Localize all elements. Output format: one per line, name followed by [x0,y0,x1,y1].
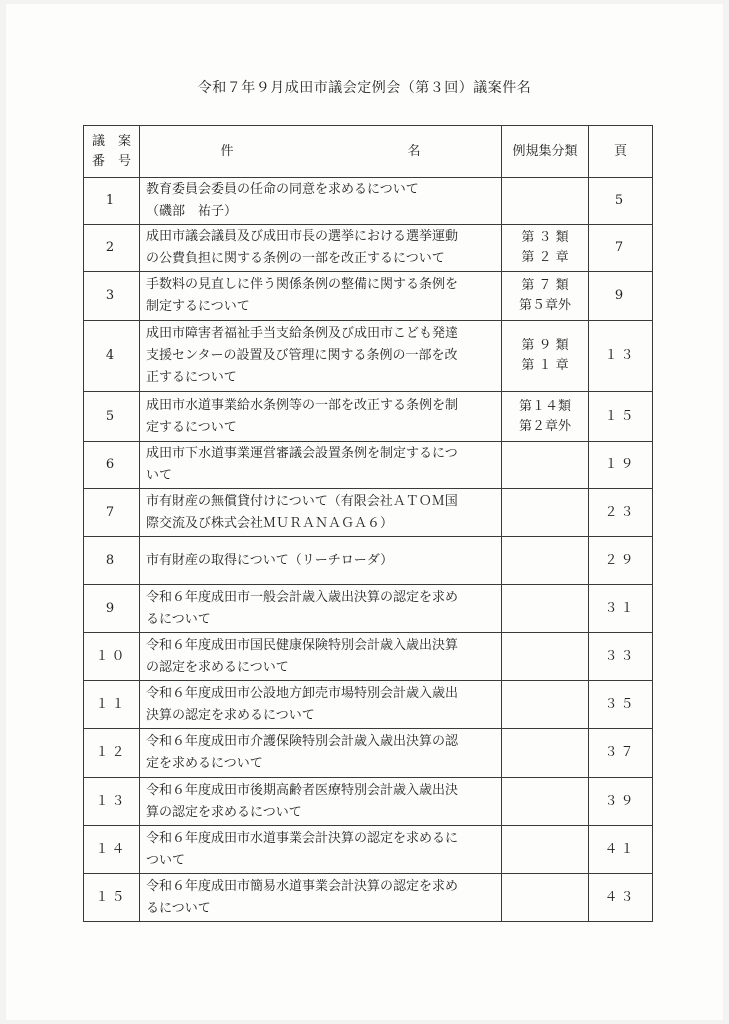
bill-name [140,633,502,681]
bill-category-line: 第 １ 章 [521,358,569,373]
bill-name-line: 算の認定を求めるについて [146,804,302,820]
bill-page: 7 [589,225,653,272]
bill-name-line: 令和６年度成田市公設地方卸売市場特別会計歳入歳出 [146,685,459,701]
bill-category [502,178,589,225]
bill-category [502,225,589,272]
bill-name-line: るについて [146,900,211,916]
bill-name-line: 令和６年度成田市水道事業会計決算の認定を求めるに [146,830,459,846]
bill-category [502,585,589,633]
bill-number: 8 [84,537,140,585]
bill-category-line: 第２章外 [518,418,571,434]
header-page: 頁 [589,126,653,178]
bill-number: 3 [84,272,140,321]
bill-page: ３３ [589,633,653,681]
bill-name-line: 成田市議会議員及び成田市長の選挙における選挙運動 [146,229,459,244]
bill-name-line: いて [146,468,173,483]
header-row [84,126,653,178]
bill-name-line: 令和６年度成田市簡易水道事業会計決算の認定を求め [146,878,459,894]
bill-category-line: 第 ９ 類 [521,338,569,353]
table-row [84,681,653,729]
bill-table [83,125,653,922]
bill-number: 9 [84,585,140,633]
bill-name-line: 正するについて [146,370,237,385]
bill-category [502,633,589,681]
bill-category-line: 第 ２ 章 [521,250,569,265]
table-row [84,392,653,442]
bill-name [140,778,502,826]
bill-name [140,225,502,272]
bill-name-line: 手数料の見直しに伴う関係条例の整備に関する条例を [146,277,459,292]
bill-number: １２ [84,729,140,778]
bill-name-line: 成田市水道事業給水条例等の一部を改正する条例を制 [146,397,459,413]
table-row [84,729,653,778]
table-row [84,778,653,826]
bill-page: ２３ [589,489,653,537]
bill-category-line: 第 ７ 類 [521,278,569,293]
bill-name [140,321,502,392]
bill-name [140,585,502,633]
bill-name [140,729,502,778]
bill-name-line: の公費負担に関する条例の一部を改正するについて [146,251,445,266]
bill-category [502,442,589,489]
document-title: 令和７年９月成田市議会定例会（第３回）議案件名 [197,80,532,96]
bill-name-line: 令和６年度成田市一般会計歳入歳出決算の認定を求め [146,589,459,605]
header-bill-number: 議 案 番 号 [84,126,140,178]
bill-name [140,489,502,537]
header-bill-name: 件 名 [140,126,502,178]
bill-category-line: 第 ３ 類 [521,230,569,245]
bill-page: ３７ [589,729,653,778]
bill-page: ３５ [589,681,653,729]
bill-name-line: 定するについて [146,419,237,435]
bill-number: 4 [84,321,140,392]
bill-page: １９ [589,442,653,489]
bill-name-line: るについて [146,611,211,627]
bill-number: 5 [84,392,140,442]
bill-name-line: 令和６年度成田市国民健康保険特別会計歳入歳出決算 [146,637,459,653]
bill-name-line: 支援センターの設置及び管理に関する条例の一部を改 [146,348,458,363]
bill-name-line: 教育委員会委員の任命の同意を求めるについて [146,182,419,197]
bill-name-line: ついて [146,852,186,868]
table-row [84,225,653,272]
bill-number: １０ [84,633,140,681]
bill-name-line: 市有財産の無償貸付けについて（有限会社ＡＴＯＭ国 [146,493,458,509]
table-row [84,826,653,874]
bill-page: 9 [589,272,653,321]
bill-page: ３９ [589,778,653,826]
bill-name-line: 成田市下水道事業運営審議会設置条例を制定するにつ [146,446,458,461]
bill-name-line: 市有財産の取得について（リーチローダ） [146,552,394,568]
table-row [84,489,653,537]
bill-category-line: 第１４類 [518,398,571,414]
bill-number: １１ [84,681,140,729]
table-row [84,272,653,321]
bill-name [140,537,502,585]
bill-category [502,537,589,585]
bill-category [502,778,589,826]
bill-number: １４ [84,826,140,874]
bill-name [140,442,502,489]
bill-number: 7 [84,489,140,537]
bill-name-line: 際交流及び株式会社ＭＵＲＡＮＡＧＡ６） [146,515,394,531]
bill-name-line: 決算の認定を求めるについて [146,707,315,723]
bill-category [502,321,589,392]
bill-category [502,272,589,321]
bill-number: 6 [84,442,140,489]
bill-number: 1 [84,178,140,225]
bill-name-line: 令和６年度成田市後期高齢者医療特別会計歳入歳出決 [146,782,459,798]
bill-name-line: 成田市障害者福祉手当支給条例及び成田市こども発達 [146,326,459,341]
bill-page: ３１ [589,585,653,633]
bill-page: 5 [589,178,653,225]
bill-number: 2 [84,225,140,272]
bill-page: ２９ [589,537,653,585]
bill-page: １５ [589,392,653,442]
bill-page: ４３ [589,874,653,922]
bill-name-line: 制定するについて [146,299,250,314]
header-category: 例規集分類 [502,126,589,178]
bill-name [140,681,502,729]
bill-name [140,874,502,922]
table-row [84,178,653,225]
table-row [84,633,653,681]
bill-category [502,681,589,729]
table-row [84,321,653,392]
bill-category-line: 第５章外 [518,298,571,313]
bill-name [140,826,502,874]
table-row [84,585,653,633]
bill-name-line: 定を求めるについて [146,756,263,771]
bill-category [502,874,589,922]
bill-category [502,489,589,537]
bill-name-line: の認定を求めるについて [146,659,289,675]
bill-name-line: 令和６年度成田市介護保険特別会計歳入歳出決算の認 [146,734,459,749]
table-row [84,874,653,922]
bill-name [140,272,502,321]
bill-name [140,178,502,225]
bill-number: １５ [84,874,140,922]
bill-category [502,392,589,442]
bill-page: １３ [589,321,653,392]
bill-number: １３ [84,778,140,826]
bill-category [502,826,589,874]
table-row [84,537,653,585]
bill-name-line: （磯部 祐子） [146,204,238,219]
bill-name [140,392,502,442]
bill-page: ４１ [589,826,653,874]
bill-category [502,729,589,778]
table-row [84,442,653,489]
